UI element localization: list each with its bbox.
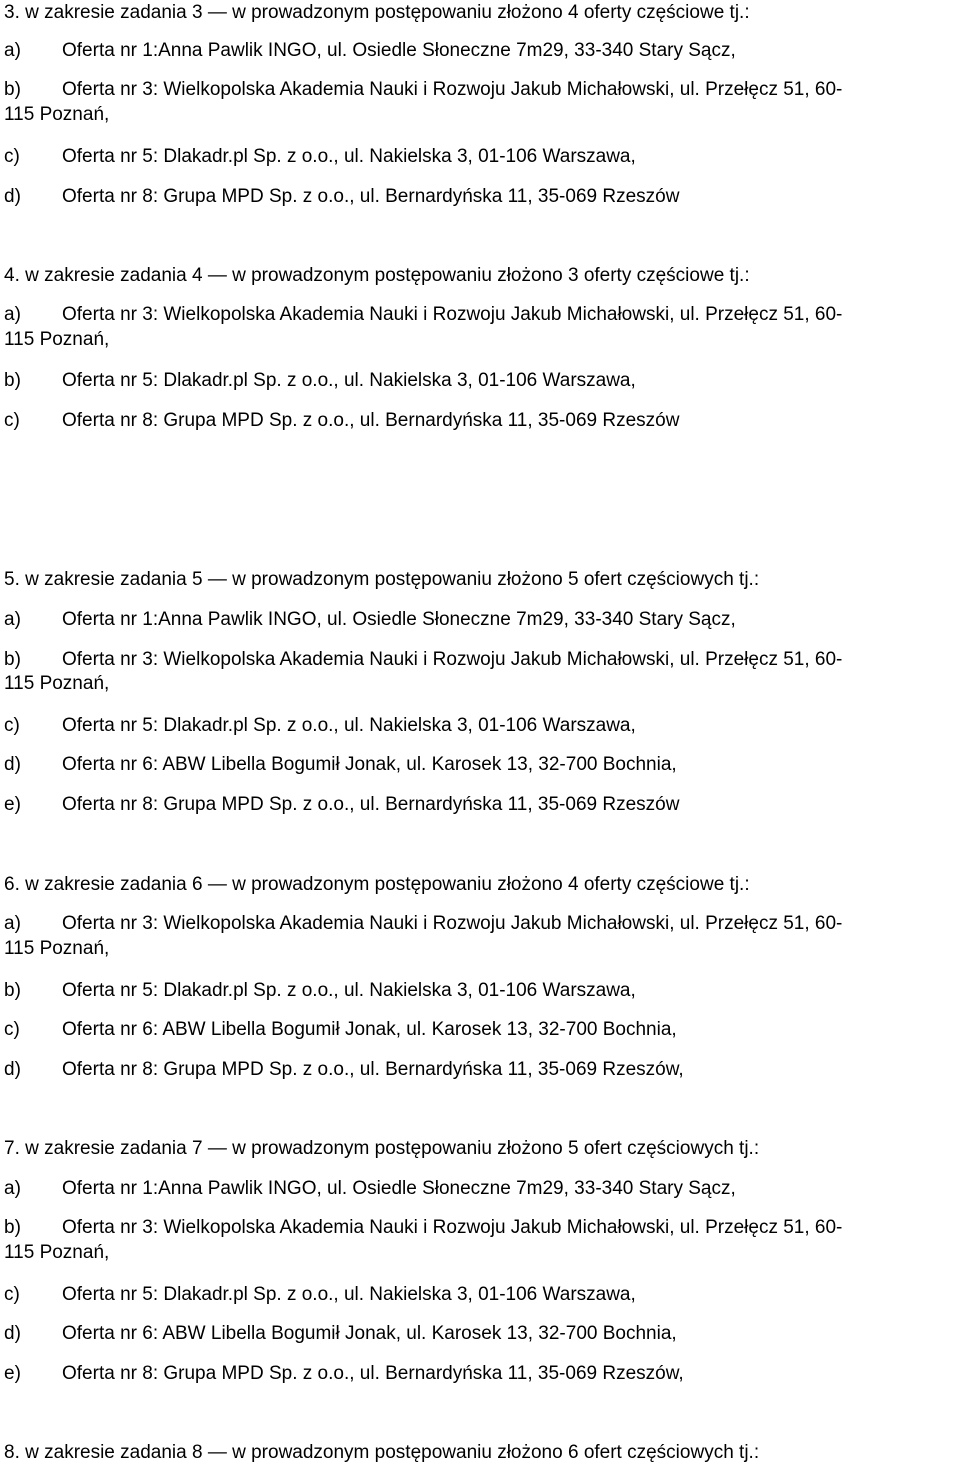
list-item xyxy=(4,410,679,432)
item-label: a) xyxy=(4,304,21,325)
item-text: Oferta nr 8: Grupa MPD Sp. z o.o., ul. Bernardyńska 11, 35-069 Rzeszów xyxy=(62,186,680,207)
item-text: Oferta nr 5: Dlakadr.pl Sp. z o.o., ul. Nakielska 3, 01-106 Warszawa, xyxy=(62,980,636,1001)
item-text: Oferta nr 3: Wielkopolska Akademia Nauki i Rozwoju Jakub Michałowski, ul. Przełęcz 51, 60- xyxy=(62,304,843,325)
item-text: Oferta nr 6: ABW Libella Bogumił Jonak, ul. Karosek 13, 32-700 Bochnia, xyxy=(62,754,677,775)
list-item xyxy=(4,1363,684,1385)
item-text: Oferta nr 1:Anna Pawlik INGO, ul. Osiedle Słoneczne 7m29, 33-340 Stary Sącz, xyxy=(62,40,736,61)
section-heading: 5. w zakresie zadania 5 — w prowadzonym postępowaniu złożono 5 ofert częściowych tj.: xyxy=(4,569,760,590)
section-heading: 3. w zakresie zadania 3 — w prowadzonym postępowaniu złożono 4 oferty częściowe tj.: xyxy=(4,2,750,23)
item-label: a) xyxy=(4,913,21,934)
item-label: d) xyxy=(4,186,21,207)
item-text: Oferta nr 5: Dlakadr.pl Sp. z o.o., ul. Nakielska 3, 01-106 Warszawa, xyxy=(62,1284,636,1305)
item-text: Oferta nr 8: Grupa MPD Sp. z o.o., ul. Bernardyńska 11, 35-069 Rzeszów, xyxy=(62,1059,684,1080)
item-continuation: 115 Poznań, xyxy=(4,1242,110,1263)
item-label: c) xyxy=(4,1284,20,1305)
item-text: Oferta nr 5: Dlakadr.pl Sp. z o.o., ul. Nakielska 3, 01-106 Warszawa, xyxy=(62,715,636,736)
list-item xyxy=(4,304,842,326)
item-text: Oferta nr 3: Wielkopolska Akademia Nauki i Rozwoju Jakub Michałowski, ul. Przełęcz 51, 60- xyxy=(62,649,843,670)
item-text: Oferta nr 5: Dlakadr.pl Sp. z o.o., ul. Nakielska 3, 01-106 Warszawa, xyxy=(62,146,636,167)
section-heading: 6. w zakresie zadania 6 — w prowadzonym postępowaniu złożono 4 oferty częściowe tj.: xyxy=(4,874,750,895)
section-heading: 8. w zakresie zadania 8 — w prowadzonym postępowaniu złożono 6 ofert częściowych tj.: xyxy=(4,1442,760,1463)
list-item xyxy=(4,79,842,101)
item-text: Oferta nr 5: Dlakadr.pl Sp. z o.o., ul. Nakielska 3, 01-106 Warszawa, xyxy=(62,370,636,391)
item-label: a) xyxy=(4,1178,21,1199)
list-item xyxy=(4,1323,677,1345)
item-label: b) xyxy=(4,980,21,1001)
item-label: d) xyxy=(4,754,21,775)
item-continuation: 115 Poznań, xyxy=(4,673,110,694)
list-item xyxy=(4,1284,636,1306)
section-heading: 4. w zakresie zadania 4 — w prowadzonym postępowaniu złożono 3 oferty częściowe tj.: xyxy=(4,265,750,286)
item-label: b) xyxy=(4,79,21,100)
item-label: c) xyxy=(4,1019,20,1040)
item-text: Oferta nr 3: Wielkopolska Akademia Nauki i Rozwoju Jakub Michałowski, ul. Przełęcz 51, 60- xyxy=(62,1217,843,1238)
item-text: Oferta nr 1:Anna Pawlik INGO, ul. Osiedle Słoneczne 7m29, 33-340 Stary Sącz, xyxy=(62,1178,736,1199)
list-item xyxy=(4,754,677,776)
item-label: c) xyxy=(4,715,20,736)
item-label: e) xyxy=(4,794,21,815)
item-label: b) xyxy=(4,1217,21,1238)
list-item xyxy=(4,794,679,816)
list-item xyxy=(4,980,636,1002)
item-text: Oferta nr 3: Wielkopolska Akademia Nauki i Rozwoju Jakub Michałowski, ul. Przełęcz 51, 60- xyxy=(62,913,843,934)
item-text: Oferta nr 6: ABW Libella Bogumił Jonak, ul. Karosek 13, 32-700 Bochnia, xyxy=(62,1323,677,1344)
item-text: Oferta nr 3: Wielkopolska Akademia Nauki i Rozwoju Jakub Michałowski, ul. Przełęcz 51, 60- xyxy=(62,79,843,100)
list-item xyxy=(4,1019,677,1041)
item-continuation: 115 Poznań, xyxy=(4,329,110,350)
list-item xyxy=(4,1059,684,1081)
item-label: b) xyxy=(4,370,21,391)
item-text: Oferta nr 8: Grupa MPD Sp. z o.o., ul. Bernardyńska 11, 35-069 Rzeszów xyxy=(62,410,680,431)
item-label: a) xyxy=(4,40,21,61)
list-item xyxy=(4,649,842,671)
item-text: Oferta nr 8: Grupa MPD Sp. z o.o., ul. Bernardyńska 11, 35-069 Rzeszów xyxy=(62,794,680,815)
item-label: b) xyxy=(4,649,21,670)
item-text: Oferta nr 6: ABW Libella Bogumił Jonak, ul. Karosek 13, 32-700 Bochnia, xyxy=(62,1019,677,1040)
item-label: e) xyxy=(4,1363,21,1384)
list-item xyxy=(4,1178,736,1200)
item-label: c) xyxy=(4,146,20,167)
item-text: Oferta nr 8: Grupa MPD Sp. z o.o., ul. Bernardyńska 11, 35-069 Rzeszów, xyxy=(62,1363,684,1384)
list-item xyxy=(4,913,842,935)
list-item xyxy=(4,609,736,631)
item-label: c) xyxy=(4,410,20,431)
item-label: d) xyxy=(4,1323,21,1344)
item-text: Oferta nr 1:Anna Pawlik INGO, ul. Osiedle Słoneczne 7m29, 33-340 Stary Sącz, xyxy=(62,609,736,630)
list-item xyxy=(4,146,636,168)
list-item xyxy=(4,1217,842,1239)
item-continuation: 115 Poznań, xyxy=(4,104,110,125)
list-item xyxy=(4,370,636,392)
item-continuation: 115 Poznań, xyxy=(4,938,110,959)
item-label: d) xyxy=(4,1059,21,1080)
list-item xyxy=(4,186,679,208)
list-item xyxy=(4,40,736,62)
section-heading: 7. w zakresie zadania 7 — w prowadzonym postępowaniu złożono 5 ofert częściowych tj.: xyxy=(4,1138,760,1159)
list-item xyxy=(4,715,636,737)
item-label: a) xyxy=(4,609,21,630)
